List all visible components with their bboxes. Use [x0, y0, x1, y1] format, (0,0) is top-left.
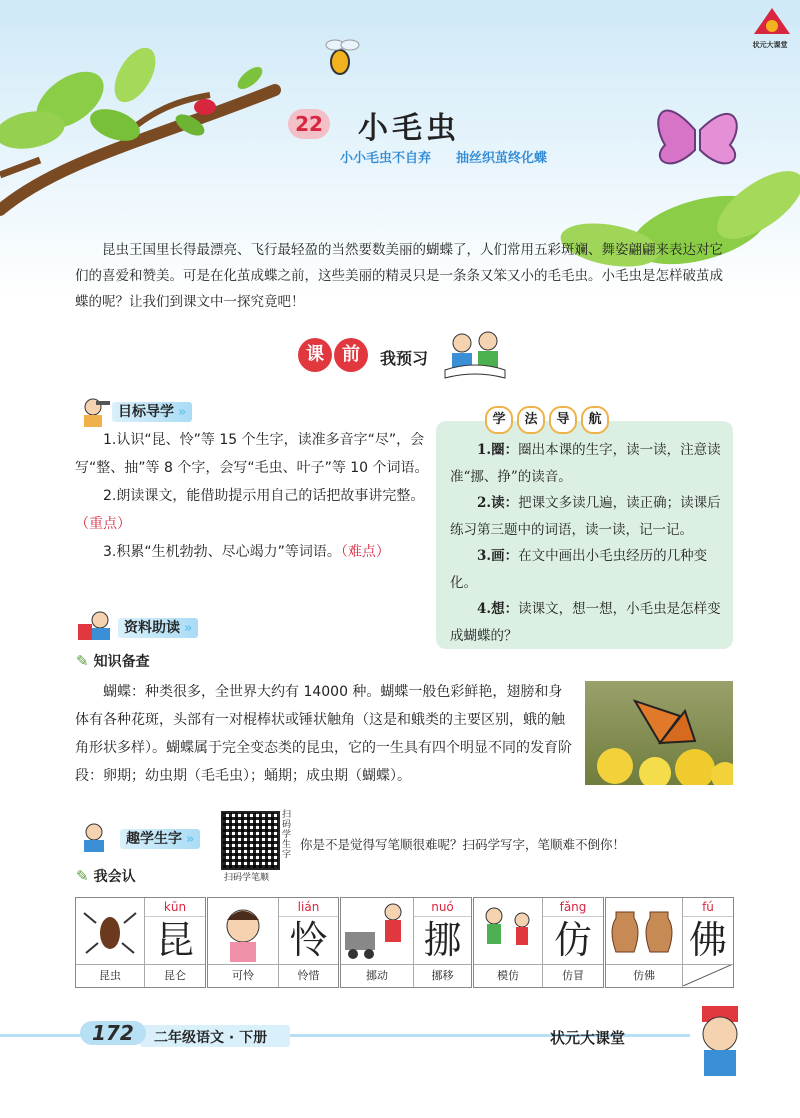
guide-item-3-text: 在文中画出小毛虫经历的几种变化。	[450, 548, 708, 591]
student-reading-icon	[76, 610, 114, 642]
two-children-icon	[474, 898, 542, 964]
section-label: 我预习	[380, 349, 429, 368]
knowledge-title: 知识备查	[93, 654, 150, 670]
butterfly-info-text: 蝴蝶：种类很多，全世界大约有 14000 种。蝴蝶一般色彩鲜艳，翅膀和身体有各种花斑，头部有一对棍棒状或锤状触角（这是和蛾类的主要区别，蛾的触角形状多样）。蝴蝶属于完全变态类的昆虫，它的一生具有四个明显不同的发育阶段：卵期；幼虫期（毛毛虫）；蛹期；成虫期（蝴蝶）。	[75, 684, 572, 784]
guide-item-2-text: 把课文多读几遍，读正确；读课后练习第三题中的词语，读一读，记一记。	[450, 495, 721, 538]
chevron-right-icon: »	[178, 405, 187, 420]
picture-word: 可怜	[208, 964, 278, 987]
pinyin: lián	[279, 898, 338, 917]
qr-code[interactable]	[221, 811, 280, 870]
section-badge-char-2: 前	[334, 338, 368, 372]
guide-item-3	[450, 543, 725, 596]
guide-item-4-head: 4.想：	[477, 601, 519, 617]
fun-prompt-text: 你是不是觉得写笔顺很难呢？扫码学写字，笔顺难不倒你！	[300, 837, 626, 852]
guide-title-char-3: 导	[549, 406, 577, 434]
knowledge-heading	[76, 651, 150, 671]
example-word: 挪移	[414, 964, 471, 987]
goal-item-3-text: 3.积累“生机勃勃、尽心竭力”等词语。	[103, 544, 341, 560]
reading-children-icon	[440, 328, 510, 383]
picture-word: 模仿	[474, 964, 542, 987]
book-title: 二年级语文 · 下册	[154, 1030, 268, 1046]
goals-title: 目标导学	[112, 402, 192, 422]
guide-item-4	[450, 596, 725, 649]
goal-item-1: 1.认识“昆、怜”等 15 个生字，读准多音字“尽”，会写“整、抽”等 8 个字，会写“毛虫、叶子”等 10 个词语。	[75, 432, 429, 476]
materials-title-bar	[118, 617, 192, 637]
guide-item-4-text: 读课文，想一想，小毛虫是怎样变成蝴蝶的？	[450, 601, 721, 644]
goal-item-2-tag: （重点）	[75, 516, 131, 532]
vases-icon	[606, 898, 682, 964]
pushing-cart-icon	[341, 898, 413, 964]
brand-name: 状元大课堂	[550, 1029, 626, 1047]
guide-item-1-text: 圈出本课的生字，读一读，注意读准“挪、挣”的读音。	[450, 442, 721, 485]
example-word	[683, 964, 733, 987]
guide-item-3-head: 3.画：	[477, 548, 519, 564]
char-card-kun	[75, 897, 206, 988]
pinyin: fǎng	[543, 898, 603, 917]
goals-title-bar	[112, 401, 186, 421]
qr-caption: 扫码学笔顺	[224, 873, 270, 883]
guide-item-1-head: 1.圈：	[477, 442, 519, 458]
student-telescope-icon	[76, 395, 110, 429]
char-card-lian	[207, 897, 339, 988]
page-number: 172	[80, 1021, 146, 1045]
picture-word: 仿佛	[606, 964, 682, 987]
hanzi: 挪	[423, 918, 462, 962]
section-badge	[298, 338, 370, 374]
lesson-subtitle-right: 抽丝织茧终化蝶	[456, 151, 548, 166]
mascot-boy-icon	[690, 1000, 750, 1080]
hanzi: 仿	[553, 918, 592, 962]
example-word: 怜惜	[279, 964, 338, 987]
hanzi: 昆	[155, 918, 194, 962]
chevron-right-icon: »	[184, 621, 193, 636]
qr-side-label: 扫码学生字	[282, 810, 292, 860]
pinyin: kūn	[145, 898, 205, 917]
guide-title-char-2: 法	[517, 406, 545, 434]
beetle-icon	[76, 898, 144, 964]
guide-title-char-1: 学	[485, 406, 513, 434]
student-writing-icon	[76, 822, 112, 854]
lesson-subtitle-left: 小小毛虫不自弃	[340, 151, 432, 166]
char-card-fang	[473, 897, 604, 988]
recognize-heading	[76, 866, 136, 886]
intro-paragraph: 昆虫王国里长得最漂亮、飞行最轻盈的当然要数美丽的蝴蝶了，人们常用五彩斑斓、舞姿翩翩来表达对它们的喜爱和赞美。可是在化茧成蝶之前，这些美丽的精灵只是一条条又笨又小的毛毛虫。小毛虫是怎样破茧成蝶的呢？让我们到课文中一探究竟吧！	[75, 242, 723, 310]
char-card-nuo	[340, 897, 472, 988]
fun-title-bar	[120, 828, 194, 848]
logo-emblem-icon	[752, 6, 792, 36]
study-guide-title	[485, 406, 613, 434]
char-card-fu	[605, 897, 734, 988]
guide-item-2	[450, 490, 725, 543]
guide-title-char-4: 航	[581, 406, 609, 434]
butterfly-photo	[585, 681, 733, 785]
picture-word: 挪动	[341, 964, 413, 987]
sad-girl-icon	[208, 898, 278, 964]
recognize-title: 我会认	[93, 869, 136, 885]
lesson-title: 小毛虫	[358, 111, 460, 146]
materials-title: 资料助读	[118, 618, 198, 638]
goal-item-3-tag: （难点）	[340, 544, 390, 560]
study-guide-text	[450, 437, 725, 649]
example-word: 仿冒	[543, 964, 603, 987]
guide-item-1	[450, 437, 725, 490]
goal-item-3	[75, 538, 433, 566]
pinyin: nuó	[414, 898, 471, 917]
goal-item-2	[75, 482, 433, 538]
goals-list	[75, 426, 433, 566]
example-word: 昆仑	[145, 964, 205, 987]
chevron-right-icon: »	[186, 832, 195, 847]
section-badge-char-1: 课	[298, 338, 332, 372]
corner-logo-text: 状元大课堂	[752, 41, 788, 49]
pinyin: fú	[683, 898, 733, 917]
guide-item-2-head: 2.读：	[477, 495, 519, 511]
corner-logo	[752, 6, 792, 52]
picture-word: 昆虫	[76, 964, 144, 987]
hanzi: 佛	[688, 918, 727, 962]
hanzi: 怜	[289, 918, 328, 962]
lesson-number: 22	[288, 109, 330, 139]
fun-title: 趣学生字	[120, 829, 200, 849]
pencil-icon: ✎	[76, 652, 89, 670]
goal-item-2-text: 2.朗读课文，能借助提示用自己的话把故事讲完整。	[103, 488, 425, 504]
pencil-icon: ✎	[76, 867, 89, 885]
